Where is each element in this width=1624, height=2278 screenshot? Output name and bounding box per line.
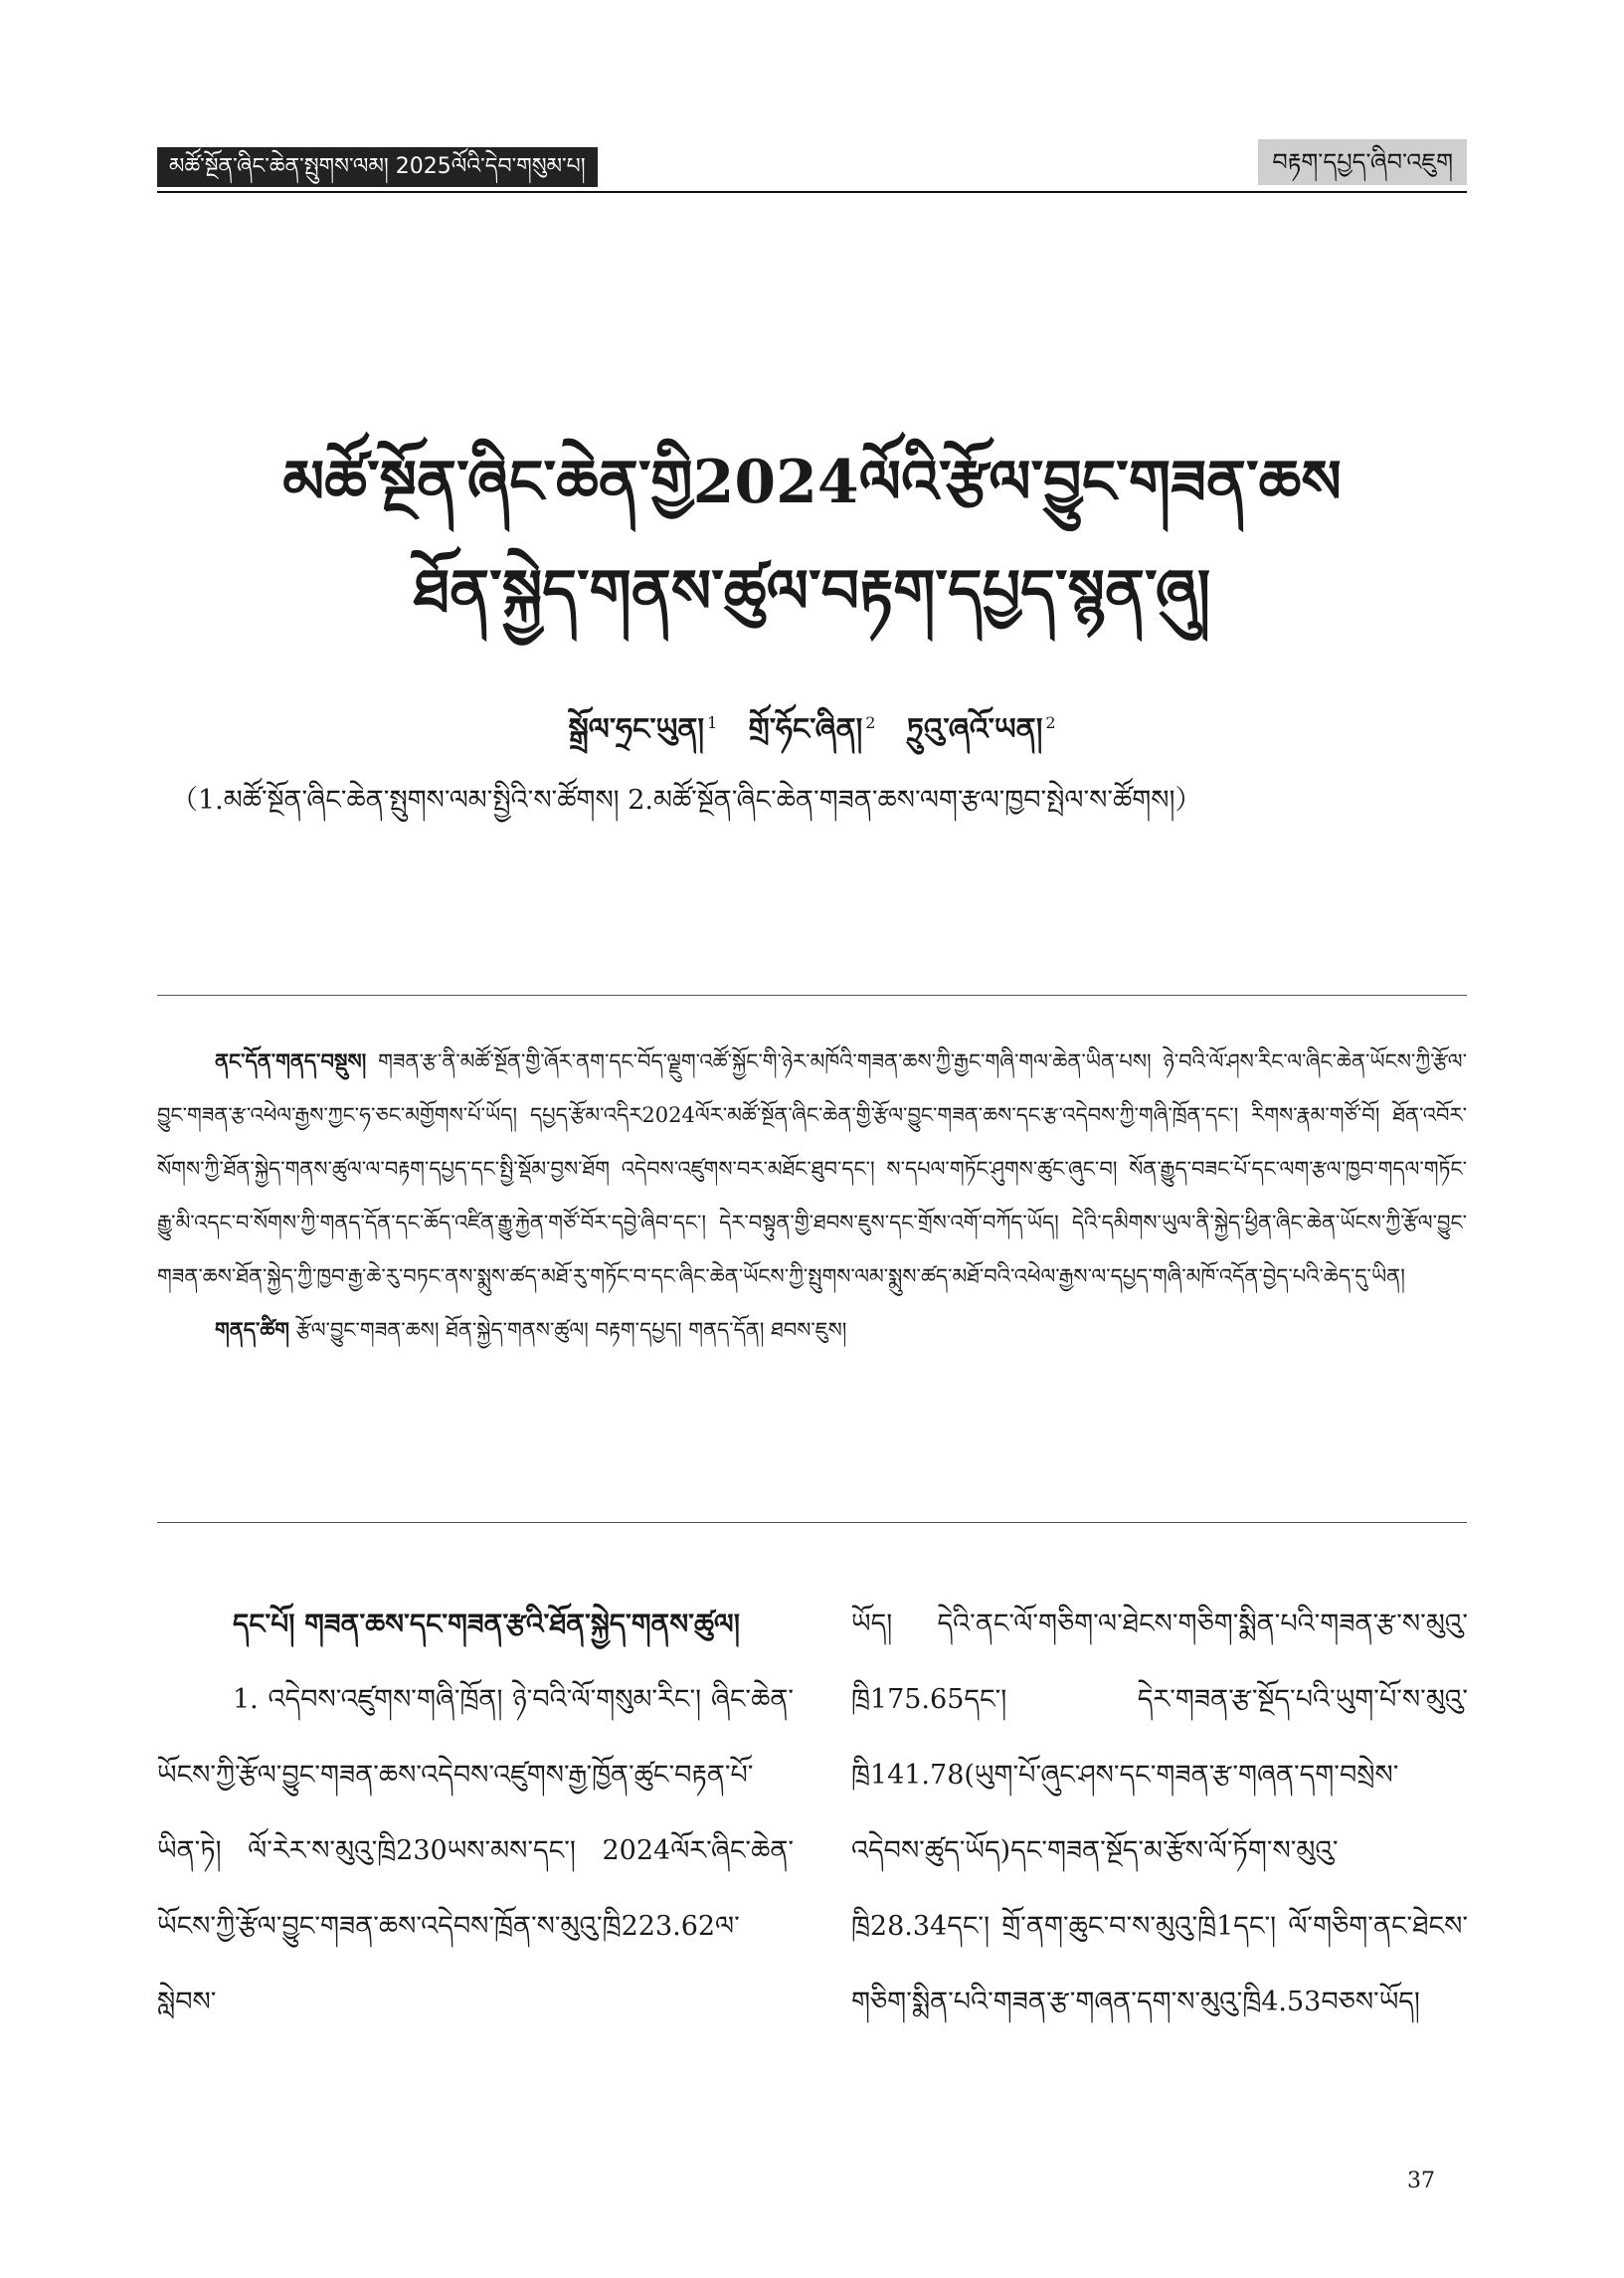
- keywords-text: རྩོལ་བྱུང་གཟན་ཆས། ཐོན་སྐྱེད་གནས་ཚུལ། བརྟག་དཔྱད། གནད་དོན། ཐབས་ཇུས།: [295, 1318, 847, 1342]
- body-paragraph-left: 1. འདེབས་འཛུགས་གཞི་ཁྲོན། ཉེ་བའི་ལོ་གསུམ་རིང་། ཞིང་ཆེན་ཡོངས་ཀྱི་རྩོལ་བྱུང་གཟན་ཆས་འདེབས་འཛུགས་རྒྱ་ཁྱོན་ཚུང་བརྟན་པོ་ཡིན་ཏེ། ལོ་རེར་ས་མུའུ་ཁྲི230ཡས་མས་དང་། 2024ལོར་ཞིང་ཆེན་ཡོངས་ཀྱི་རྩོལ་བྱུང་གཟན་ཆས་འདེབས་ཁྲོན་ས་མུའུ་ཁྲི223.62ལ་སླེབས་: [157, 1684, 794, 2017]
- keywords-paragraph: [157, 1303, 1467, 1357]
- author-affiliation-mark: 2: [865, 713, 876, 732]
- abstract-top-rule: [157, 995, 1467, 996]
- author-name: གྲོ་ཧོང་ཞིན།: [748, 712, 863, 747]
- abstract-bottom-rule: [157, 1522, 1467, 1523]
- title-line-1: མཚོ་སྔོན་ཞིང་ཆེན་གྱི2024ལོའི་རྩོལ་བྱུང་གཟན་ཆས: [282, 448, 1342, 517]
- abstract-paragraph: [157, 1035, 1467, 1303]
- page-number: 37: [1407, 2169, 1435, 2193]
- author-affiliation-mark: 2: [1045, 713, 1056, 732]
- section-header: བརྟག་དཔྱད་ཞིབ་འཇུག: [1258, 139, 1467, 185]
- keywords-label: གནད་ཚིག: [215, 1317, 290, 1342]
- section-heading: དང་པོ། གཟན་ཆས་དང་གཟན་རྩའི་ཐོན་སྐྱེད་གནས་ཚུལ།: [233, 1608, 740, 1640]
- header-divider: [157, 191, 1467, 193]
- abstract-block: [157, 1035, 1467, 1357]
- affiliation: （1.མཚོ་སྔོན་ཞིང་ཆེན་སྤུགས་ལམ་སྤྱིའི་ས་ཚོགས། 2.མཚོ་སྔོན་ཞིང་ཆེན་གཟན་ཆས་ལག་རྩལ་ཁྱབ་སྤེལ་ས་ཚོགས།）: [171, 785, 1202, 816]
- author-name: སྒྲོལ་ཧྲང་ཡུན།: [568, 712, 705, 747]
- abstract-label: ནང་དོན་གནད་བསྡུས།: [215, 1048, 367, 1073]
- abstract-text: གཟན་རྩ་ནི་མཚོ་སྔོན་གྱི་ཞོར་ནག་དང་བོད་ལྗུག་འཚོ་སྐྱོང་གི་ཉེར་མཁོའི་གཟན་ཆས་ཀྱི་རྒྱང་གཞི་གལ་ཆེན་ཡིན་པས། ཉེ་བའི་ལོ་ཤས་རིང་ལ་ཞིང་ཆེན་ཡོངས་ཀྱི་རྩོལ་བྱུང་གཟན་རྩ་འཕེལ་རྒྱས་ཀྱང་ཧ་ཅང་མགྱོགས་པོ་ཡོད། དཔྱད་རྩོམ་འདིར2024ལོར་མཚོ་སྔོན་ཞིང་ཆེན་གྱི་རྩོལ་བྱུང་གཟན་ཆས་དང་རྩ་འདེབས་ཀྱི་གཞི་ཁྲོན་དང་། རིགས་རྣམ་གཙོ་བོ། ཐོན་འབོར་སོགས་ཀྱི་ཐོན་སྐྱེད་གནས་ཚུལ་ལ་བརྟག་དཔྱད་དང་སྤྱི་སྡོམ་བྱས་ཐོག འདེབས་འཛུགས་བར་མཐོང་ཐུབ་དང་། ས་དཔལ་གཏོང་ཤུགས་ཚུང་ཞུང་བ། སོན་རྒྱུད་བཟང་པོ་དང་ལག་རྩལ་ཁྱབ་གདལ་གཏོང་རྒྱུ་མི་འདང་བ་སོགས་ཀྱི་གནད་དོན་དང་ཆོད་འཛིན་རྒྱུ་རྐྱེན་གཙོ་བོར་དབྱེ་ཞིབ་དང་། དེར་བསྟུན་གྱི་ཐབས་ཇུས་དང་གྲོས་འགོ་བཀོད་ཡོད། དེའི་དམིགས་ཡུལ་ནི་སྐྱེད་ཕྱིན་ཞིང་ཆེན་ཡོངས་ཀྱི་རྩོལ་བྱུང་གཟན་ཆས་ཐོན་སྐྱེད་ཀྱི་ཁྱབ་རྒྱ་ཆེ་རུ་བཏང་ནས་སྨུས་ཚད་མཐོ་རུ་གཏོང་བ་དང་ཞིང་ཆེན་ཡོངས་ཀྱི་སྤུགས་ལམ་སྨུས་ཚད་མཐོ་བའི་འཕེལ་རྒྱས་ལ་དཔྱད་གཞི་མཁོ་འདོན་བྱེད་པའི་ཆེད་དུ་ཡིན།: [157, 1049, 1467, 1288]
- left-column: [157, 1587, 794, 2040]
- article-title: [157, 428, 1467, 647]
- title-line-2: ཐོན་སྐྱེད་གནས་ཚུལ་བརྟག་དཔྱད་སྙན་ཞུ།: [413, 557, 1211, 627]
- body-paragraph-right: ཡོད། དེའི་ནང་ལོ་གཅིག་ལ་ཐེངས་གཅིག་སྨིན་པའི་གཟན་རྩ་ས་མུའུ་ཁྲི175.65དང་། དེར་གཟན་རྩ་སྔོད་པའི་ཡུག་པོ་ས་མུའུ་ཁྲི141.78(ཡུག་པོ་ཞུང་ཤས་དང་གཟན་རྩ་གཞན་དག་བསྲེས་འདེབས་ཚུད་ཡོད)དང་གཟན་སྔོད་མ་རྩོས་ལོ་ཏོག་ས་མུའུ་ཁྲི28.34དང་། གྲོ་ནག་ཆུང་བ་ས་མུའུ་ཁྲི1དང་། ལོ་གཅིག་ནང་ཐེངས་གཅིག་སྨིན་པའི་གཟན་རྩ་གཞན་དག་ས་མུའུ་ཁྲི4.53བཅས་ཡོད།: [851, 1609, 1468, 2017]
- journal-header: མཚོ་སྔོན་ཞིང་ཆེན་སྤུགས་ལམ། 2025ལོའི་དེབ་གསུམ་པ།: [157, 147, 598, 187]
- right-column: [851, 1587, 1468, 2040]
- author-affiliation-mark: 1: [707, 713, 718, 732]
- author-name: ཏྲུའུ་ཞའོ་ཡན།: [906, 712, 1043, 747]
